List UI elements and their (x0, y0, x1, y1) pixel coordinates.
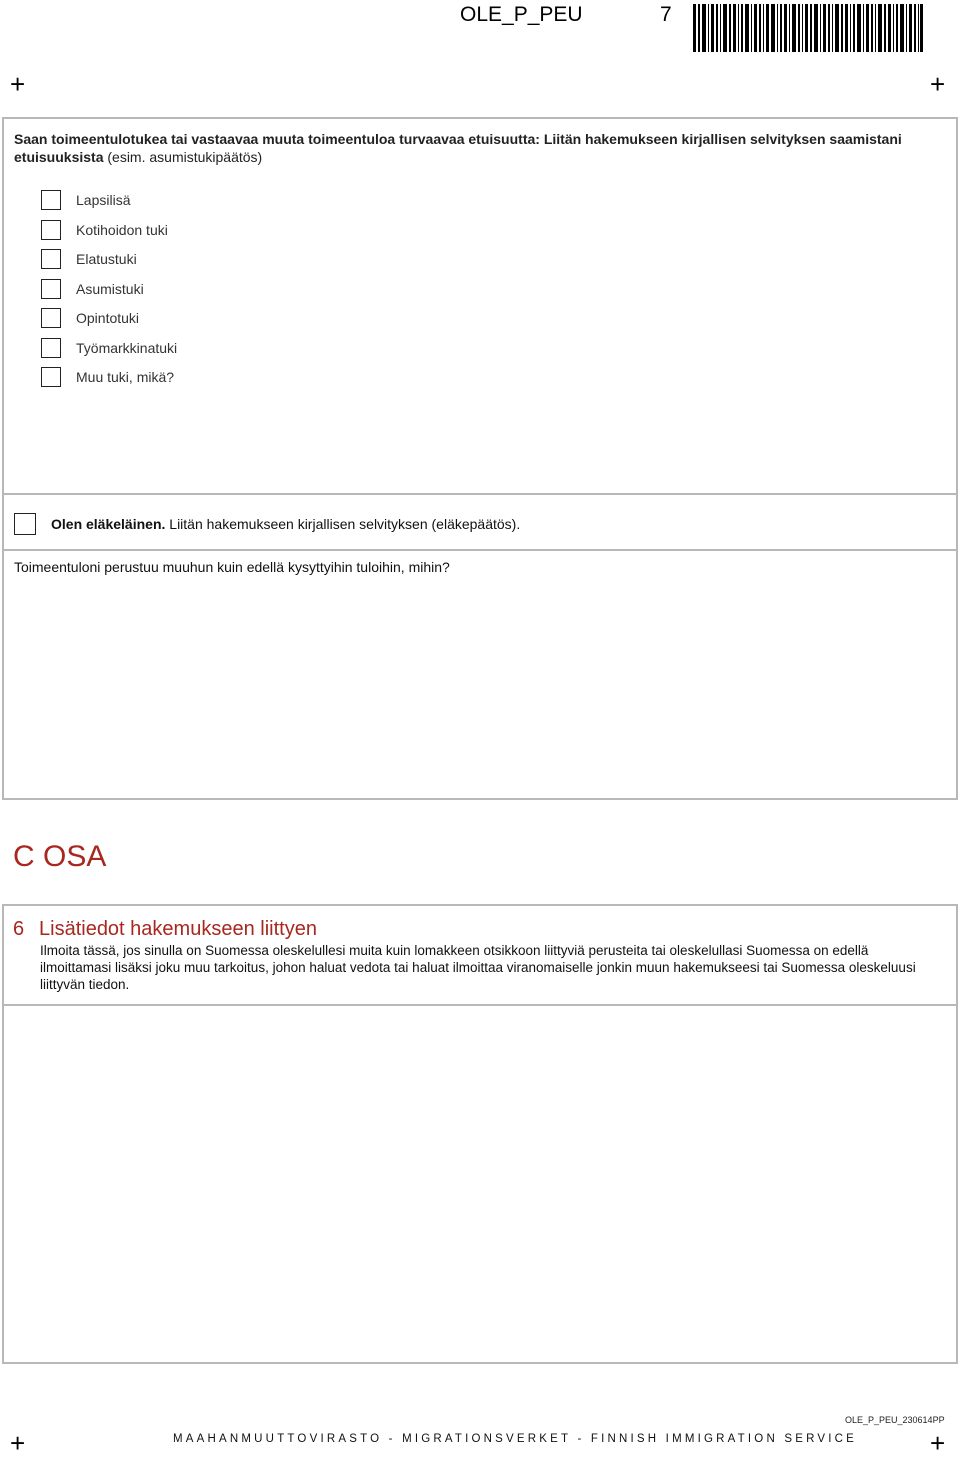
form-code: OLE_P_PEU (460, 3, 583, 26)
question-title: Lisätiedot hakemukseen liittyen (39, 918, 317, 940)
barcode-icon (693, 4, 923, 52)
checkbox[interactable] (41, 279, 61, 299)
other-income-question: Toimeentuloni perustuu muuhun kuin edellä kysyttyihin tuloihin, mihin? (14, 559, 450, 575)
footer-agency: MAAHANMUUTTOVIRASTO - MIGRATIONSVERKET - FINNISH IMMIGRATION SERVICE (173, 1433, 858, 1445)
checkbox-row-tyomarkkinatuki[interactable] (41, 336, 177, 360)
footer-form-id: OLE_P_PEU_230614PP (845, 1415, 945, 1425)
question6-description: Ilmoita tässä, jos sinulla on Suomessa oleskelullesi muita kuin lomakkeen otsikkoon liittyviä perusteita tai oleskelullasi Suomessa on edellä ilmoittamasi lisäksi joku muu tarkoitus, johon haluat vedota tai haluat ilmoittaa viranomaiselle jonkin muun hakemukseesi tai Suomessa oleskeluusi liittyvän tiedon. (40, 943, 916, 992)
checkbox-label: Asumistuki (76, 281, 144, 297)
checkbox[interactable] (41, 338, 61, 358)
checkbox-label (51, 516, 520, 532)
benefits-section (2, 117, 958, 495)
section-title: C OSA (13, 840, 107, 873)
question-number: 6 (13, 918, 25, 940)
pension-label-bold: Olen eläkeläinen. (51, 516, 166, 532)
checkbox[interactable] (41, 367, 61, 387)
checkbox[interactable] (41, 249, 61, 269)
registration-mark-icon: + (10, 69, 26, 99)
pension-label-rest: Liitän hakemukseen kirjallisen selvityksen (eläkepäätös). (165, 516, 521, 532)
checkbox-row-elatustuki[interactable] (41, 247, 137, 271)
checkbox-label: Elatustuki (76, 251, 137, 267)
checkbox-label: Lapsilisä (76, 192, 131, 208)
checkbox-row-asumistuki[interactable] (41, 277, 144, 301)
checkbox[interactable] (41, 220, 61, 240)
checkbox-label: Työmarkkinatuki (76, 340, 178, 356)
checkbox-row-lapsilisa[interactable] (41, 188, 130, 212)
checkbox[interactable] (14, 513, 36, 535)
checkbox-label: Kotihoidon tuki (76, 222, 168, 238)
page-number: 7 (660, 3, 672, 26)
registration-mark-icon: + (10, 1428, 26, 1458)
registration-mark-icon: + (930, 1428, 946, 1458)
benefits-intro (14, 130, 914, 166)
checkbox-row-opintotuki[interactable] (41, 306, 139, 330)
benefits-intro-bold: Saan toimeentulotukea tai vastaavaa muuta toimeentuloa turvaavaa etuisuutta: Liitän hakemukseen kirjallisen selvityksen saamistani etuisuuksista (14, 131, 902, 165)
benefits-intro-normal: (esim. asumistukipäätös) (103, 149, 263, 165)
checkbox-row-pension[interactable] (14, 512, 520, 536)
additional-info-field[interactable] (2, 1004, 958, 1364)
checkbox-label: Opintotuki (76, 310, 140, 326)
other-income-field[interactable] (2, 549, 958, 800)
checkbox[interactable] (41, 190, 61, 210)
checkbox[interactable] (41, 308, 61, 328)
checkbox-row-muu-tuki[interactable] (41, 365, 174, 389)
question6-title (13, 918, 317, 941)
checkbox-label: Muu tuki, mikä? (76, 369, 175, 385)
registration-mark-icon: + (930, 69, 946, 99)
checkbox-row-kotihoidon-tuki[interactable] (41, 218, 168, 242)
